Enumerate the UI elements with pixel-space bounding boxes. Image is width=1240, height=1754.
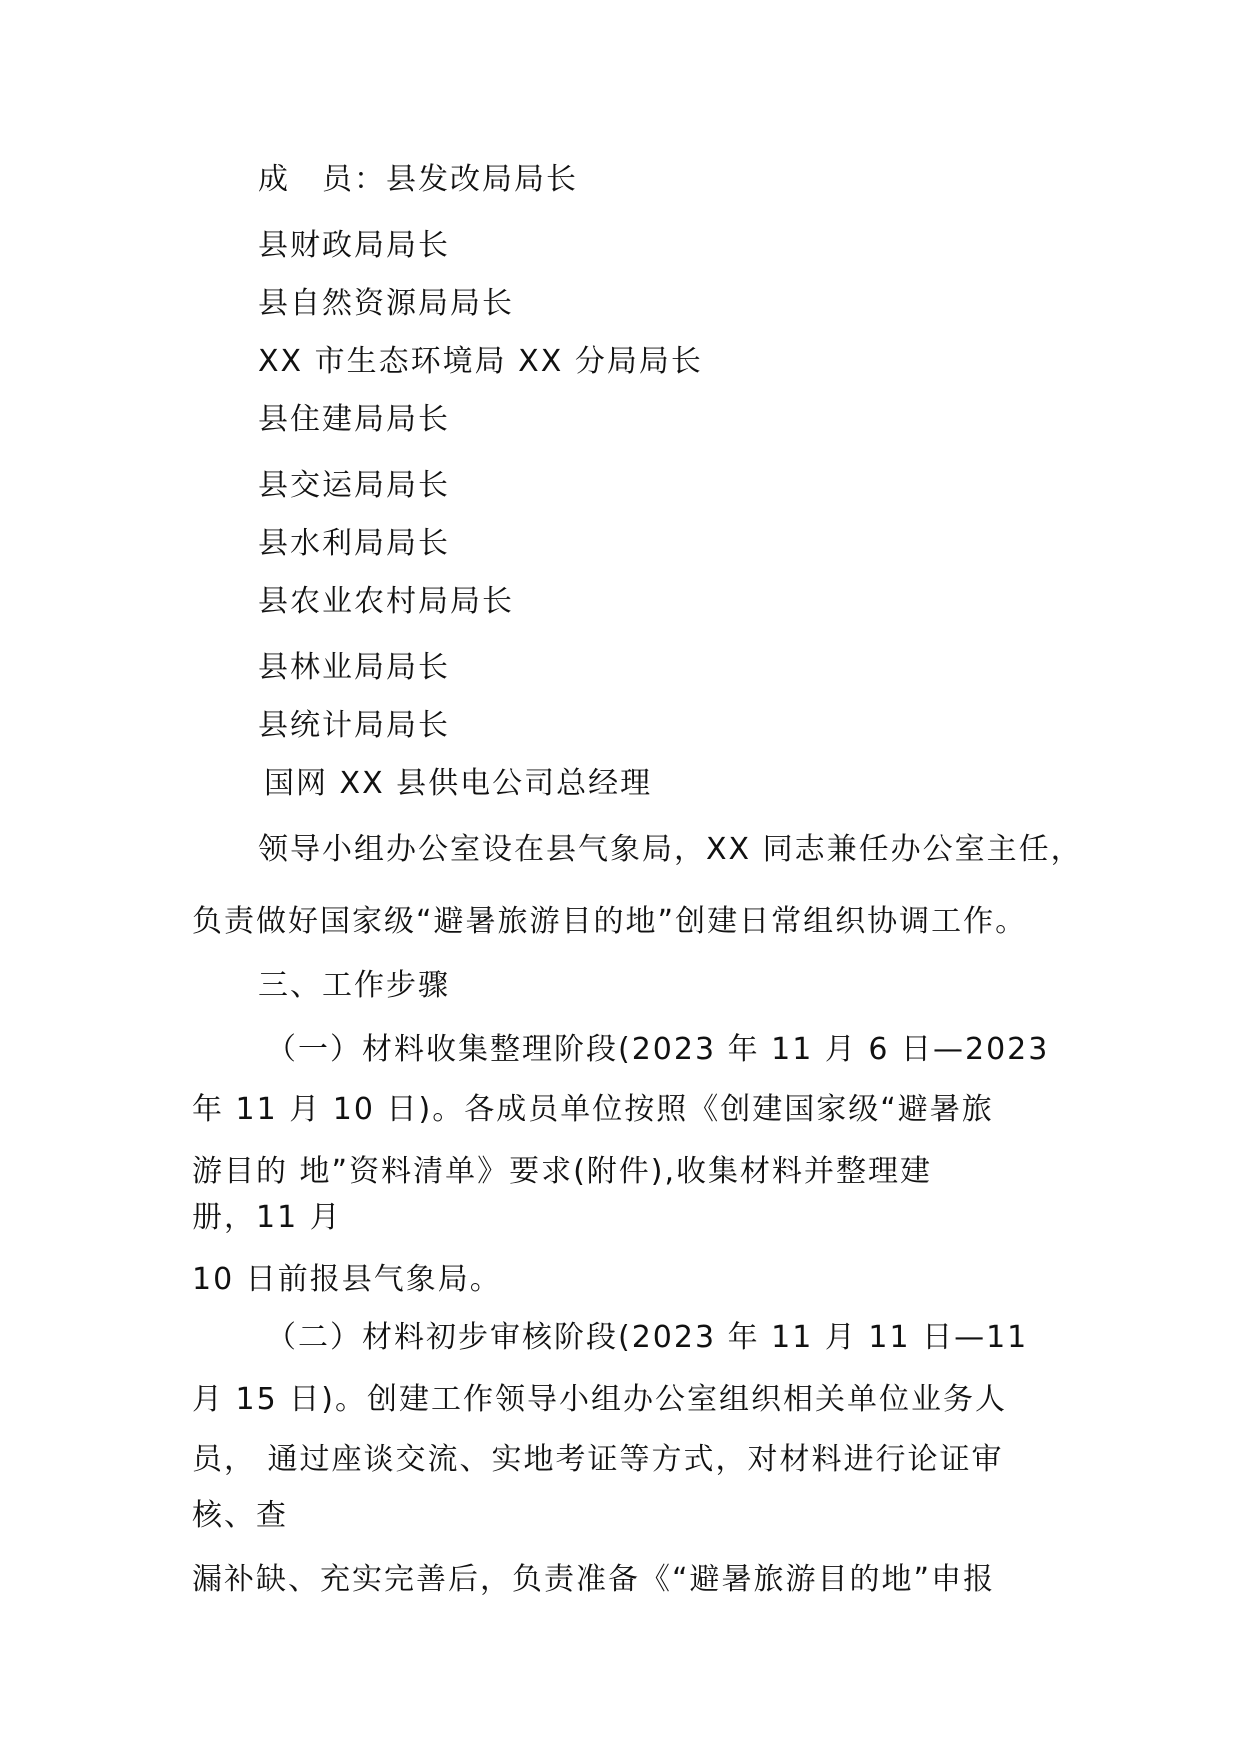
- step1-line: （一）材料收集整理阶段(2023 年 11 月 6 日—2023: [266, 1032, 1050, 1067]
- member-item: 县交运局局长: [258, 468, 450, 503]
- step2-line: （二）材料初步审核阶段(2023 年 11 月 11 日—11: [266, 1320, 1029, 1355]
- step1-line: 册，11 月: [192, 1200, 342, 1235]
- step2-line: 漏补缺、充实完善后，负责准备《“避暑旅游目的地”申报: [192, 1562, 996, 1597]
- members-heading: 成 员：县发改局局长: [258, 162, 578, 197]
- step1-line: 10 日前报县气象局。: [192, 1262, 502, 1297]
- member-item: 县林业局局长: [258, 650, 450, 685]
- member-item: 县水利局局长: [258, 526, 450, 561]
- step2-line: 员， 通过座谈交流、实地考证等方式，对材料进行论证审: [192, 1442, 1004, 1477]
- office-paragraph-line: 领导小组办公室设在县气象局，XX 同志兼任办公室主任，: [258, 832, 1083, 867]
- member-item: 县农业农村局局长: [258, 584, 514, 619]
- step1-line: 游目的 地”资料清单》要求(附件),收集材料并整理建: [192, 1154, 933, 1189]
- member-item: 县财政局局长: [258, 228, 450, 263]
- member-item: 县住建局局长: [258, 402, 450, 437]
- member-item: 国网 XX 县供电公司总经理: [264, 766, 653, 801]
- member-item: 县统计局局长: [258, 708, 450, 743]
- office-paragraph-line: 负责做好国家级“避暑旅游目的地”创建日常组织协调工作。: [192, 904, 1028, 939]
- step1-line: 年 11 月 10 日)。各成员单位按照《创建国家级“避暑旅: [192, 1092, 994, 1127]
- step2-line: 月 15 日)。创建工作领导小组办公室组织相关单位业务人: [192, 1382, 1007, 1417]
- member-item: 县自然资源局局长: [258, 286, 514, 321]
- section-title: 三、工作步骤: [258, 968, 450, 1003]
- step2-line: 核、查: [192, 1498, 288, 1533]
- member-item: XX 市生态环境局 XX 分局局长: [258, 344, 703, 379]
